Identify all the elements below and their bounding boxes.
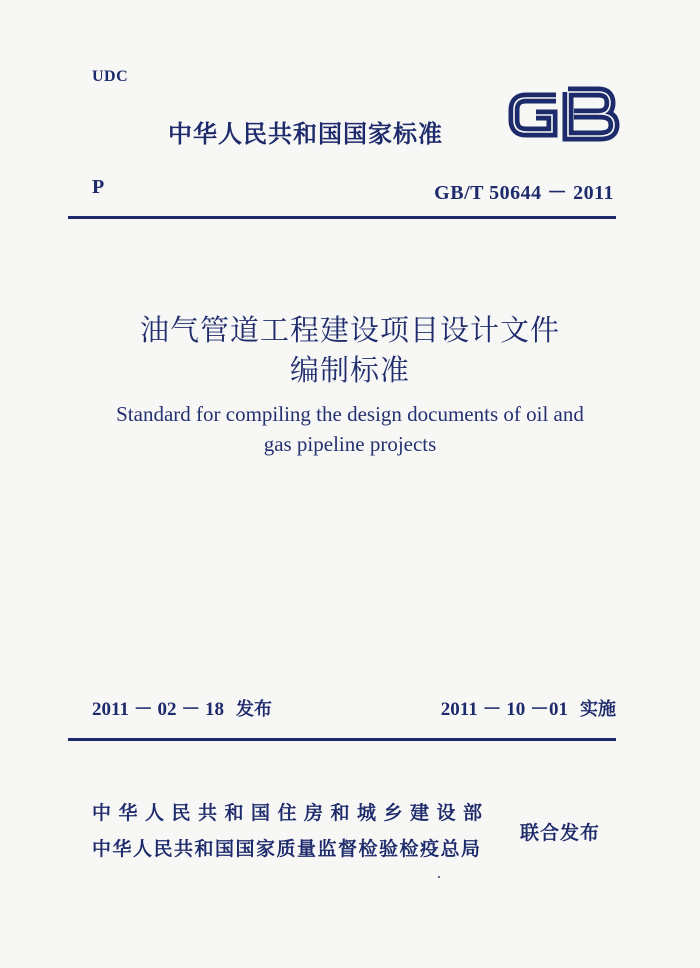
title-cn-line1: 油气管道工程建设项目设计文件	[139, 313, 560, 347]
top-divider	[68, 216, 616, 219]
title-en-line2: gas pipeline projects	[263, 432, 437, 456]
issuer-line1: 中华人民共和国住房和城乡建设部	[92, 802, 490, 824]
title-en-line1: Standard for compiling the design documents of oil and	[116, 402, 584, 426]
joint-issue-label: 联合发布	[520, 822, 601, 844]
bottom-divider	[68, 738, 616, 741]
implementation-date: 2011 － 10 －01	[440, 699, 568, 720]
issue-date: 2011 － 02 － 18	[92, 699, 224, 720]
udc-label: UDC	[92, 68, 129, 85]
title-cn-line2: 编制标准	[289, 353, 410, 387]
issuer-line2: 中华人民共和国国家质量监督检验检疫总局	[92, 838, 482, 860]
issue-date-block	[92, 694, 272, 721]
print-speck	[438, 876, 440, 878]
implementation-date-block	[441, 694, 616, 721]
standard-number: GB/T 50644 － 2011	[434, 182, 614, 204]
gb-logo	[504, 84, 626, 144]
issue-label: 发布	[235, 699, 272, 720]
national-standard-heading: 中华人民共和国国家标准	[168, 120, 443, 148]
category-code: P	[92, 176, 105, 198]
implementation-label: 实施	[580, 699, 616, 720]
